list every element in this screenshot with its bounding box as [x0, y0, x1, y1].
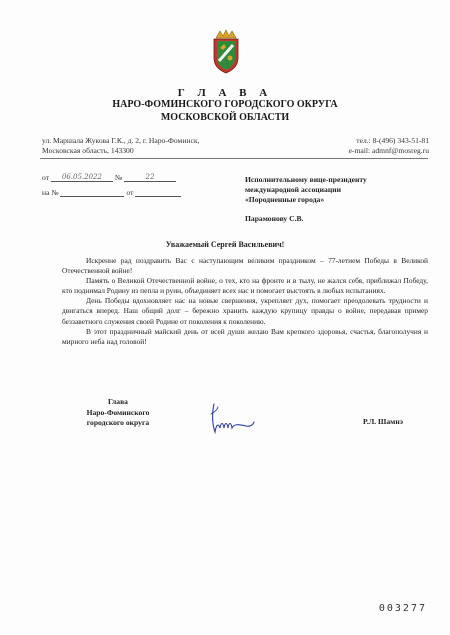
date-value: 06.05.2022 — [61, 173, 102, 181]
signatory-title-line: Наро-Фоминского — [86, 407, 150, 417]
signatory-title-line: Глава — [108, 397, 128, 406]
signatory-name: Р.Л. Шамнэ — [363, 417, 404, 426]
ref-from-label: от — [126, 188, 134, 197]
handwritten-signature — [206, 400, 260, 436]
date-field — [51, 172, 113, 182]
address-line: Московская область, 143300 — [42, 146, 134, 155]
signatory-title — [70, 397, 166, 429]
signatory-title-line: городского округа — [86, 418, 150, 427]
paragraph: День Победы вдохновляет нас на новые свершения, укрепляет дух, помогает преодолевать трудности и двигаться вперед. Наш общий долг – бережно хранить каждую крупицу правды о войне, передавая пример беззаветного служения своей Родине от поколения к поколению. — [62, 296, 428, 326]
letter-body — [62, 256, 428, 347]
recipient-name: Парамонову С.В. — [245, 214, 304, 223]
address-line: ул. Маршала Жукова Г.К., д. 2, г. Наро-Фоминск, — [42, 136, 200, 145]
registration-date-row — [42, 172, 176, 182]
ref-number-field — [60, 187, 124, 197]
letterhead-region: МОСКОВСКОЙ ОБЛАСТИ — [160, 112, 290, 123]
sender-address — [42, 136, 199, 156]
phone-number: тел.: 8-(496) 343-51-81 — [356, 136, 429, 145]
number-field — [124, 172, 176, 182]
recipient-block — [245, 175, 367, 205]
salutation: Уважаемый Сергей Васильевич! — [165, 240, 285, 249]
paragraph: Память о Великой Отечественной войне, о тех, кто на фронте и в тылу, не жался себя, приближал Победу, кто поднимал Родину из пепла и руин, объединяет всех нас и помогает выстоять в любых испытаниях. — [62, 276, 428, 296]
document-number: 003277 — [378, 603, 427, 614]
number-label: № — [114, 173, 123, 182]
letterhead-district: НАРО-ФОМИНСКОГО ГОРОДСКОГО ОКРУГА — [112, 99, 338, 110]
email-address: e-mail: admnf@mosreg.ru — [348, 146, 429, 155]
registration-ref-row — [42, 187, 181, 197]
recipient-line: международной ассоциации — [245, 185, 341, 194]
ref-number-label: на № — [42, 188, 59, 197]
recipient-line: «Породненные города» — [245, 195, 325, 204]
number-value: 22 — [145, 173, 155, 181]
recipient-line: Исполнительному вице-президенту — [245, 175, 367, 184]
header-divider — [40, 158, 428, 159]
from-label: от — [42, 173, 50, 182]
letterhead-title: Г Л А В А — [177, 87, 273, 99]
ref-date-field — [135, 187, 181, 197]
sender-contacts — [349, 136, 429, 156]
paragraph: В этот праздничный майский день от всей души желаю Вам крепкого здоровья, счастья, благополучия и мирного неба над головой! — [62, 326, 428, 346]
paragraph: Искренне рад поздравить Вас с наступающим великим праздником – 77-летием Победы в Великой Отечественной войне! — [62, 256, 428, 276]
coat-of-arms-icon — [210, 28, 242, 74]
